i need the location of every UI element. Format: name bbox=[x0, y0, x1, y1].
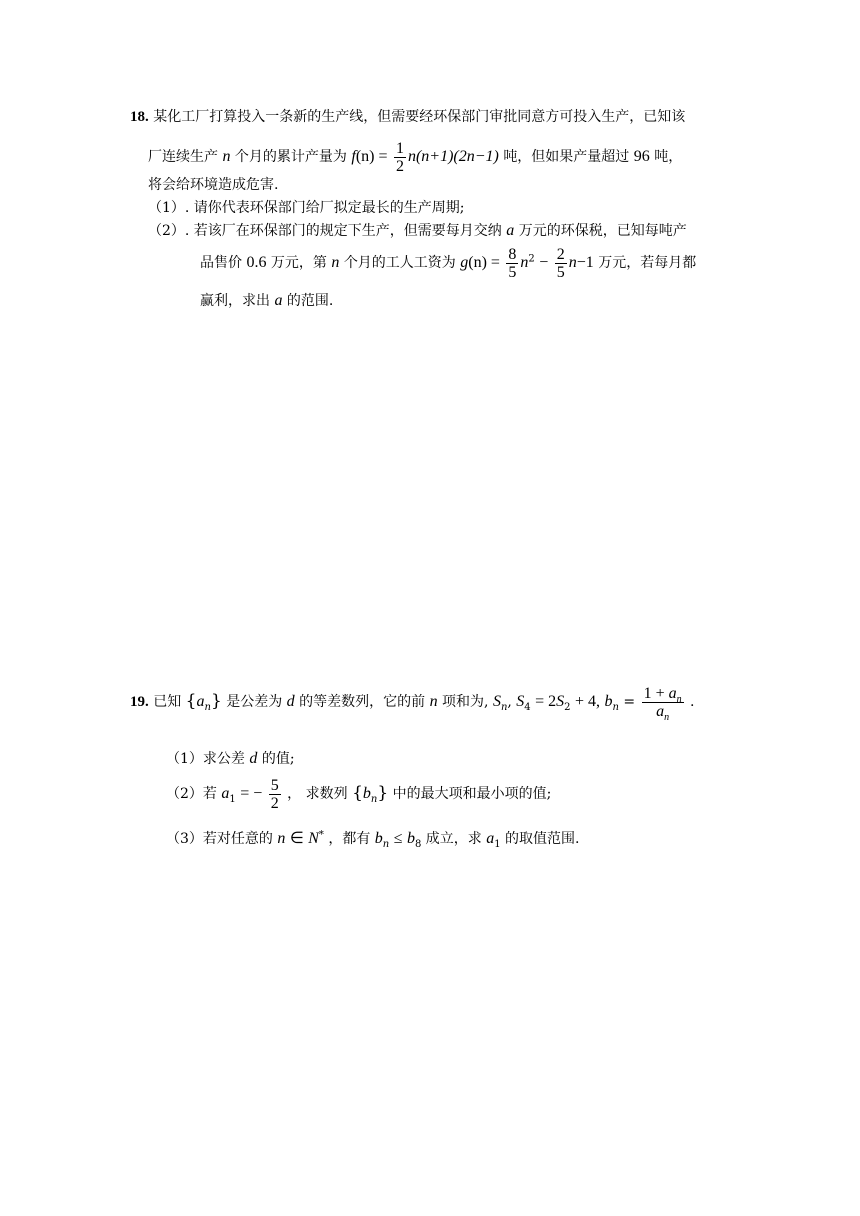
q18-fraction-8-5: $\frac{8}{5}$ bbox=[508, 245, 517, 281]
q18-fraction-half: $\frac{1}{2}$ bbox=[395, 139, 404, 175]
q18-line-1: 18. 某化工厂打算投入一条新的生产线，但需要经环保部门审批同意方可投入生产，已知该 bbox=[130, 109, 686, 125]
q19-part-3: （3）若对任意的 n ∈ N* ，都有 $b_n \le b_8$ 成立，求 $a_1$ 的取值范围. bbox=[166, 829, 580, 850]
q18-label: 18. bbox=[130, 109, 149, 125]
q18-line-3: 将会给环境造成危害. bbox=[148, 177, 279, 193]
q19-part-1: （1）求公差 d 的值; bbox=[166, 750, 295, 767]
q19-part-2: （2）若 $a_1$ = − $\frac{5}{2}$ ， 求数列 $\{b_n\}$ 中的最大项和最小项的值; bbox=[166, 776, 552, 812]
q18-line-2: 厂连续生产 n 个月的累计产量为 f(n) = $\frac{1}{2}$ n(n+1)(2n−1) 吨，但如果产量超过 96 吨， bbox=[148, 139, 683, 175]
q19-line-1: 19. 已知 $\{a_n\}$ 是公差为 d 的等差数列，它的前 n 项和为, $S_n$, $S_4 = 2S_2 + 4$, $b_n$ = $\frac{1 + a_n}{a_n}$ . bbox=[130, 684, 695, 723]
q19-fraction-bn: $\frac{1 + a_n}{a_n}$ bbox=[643, 684, 682, 723]
q18-sub-2-line-1: （2）. 若该厂在环保部门的规定下生产，但需要每月交纳 a 万元的环保税，已知每吨产 bbox=[148, 222, 687, 239]
q19-label: 19. bbox=[130, 694, 149, 710]
q18-fraction-2-5: $\frac{2}{5}$ bbox=[556, 245, 565, 281]
q18-sub-1: （1）. 请你代表环保部门给厂拟定最长的生产周期; bbox=[148, 200, 465, 216]
q19-fraction-5-2: $\frac{5}{2}$ bbox=[270, 776, 279, 812]
q18-sub-2-line-3: 赢利，求出 a 的范围. bbox=[200, 292, 334, 309]
q18-sub-2-line-2: 品售价 0.6 万元，第 n 个月的工人工资为 g(n) = $\frac{8}{5}$ $n^2$ − $\frac{2}{5}$ n−1 万元，若每月都 bbox=[200, 245, 697, 281]
